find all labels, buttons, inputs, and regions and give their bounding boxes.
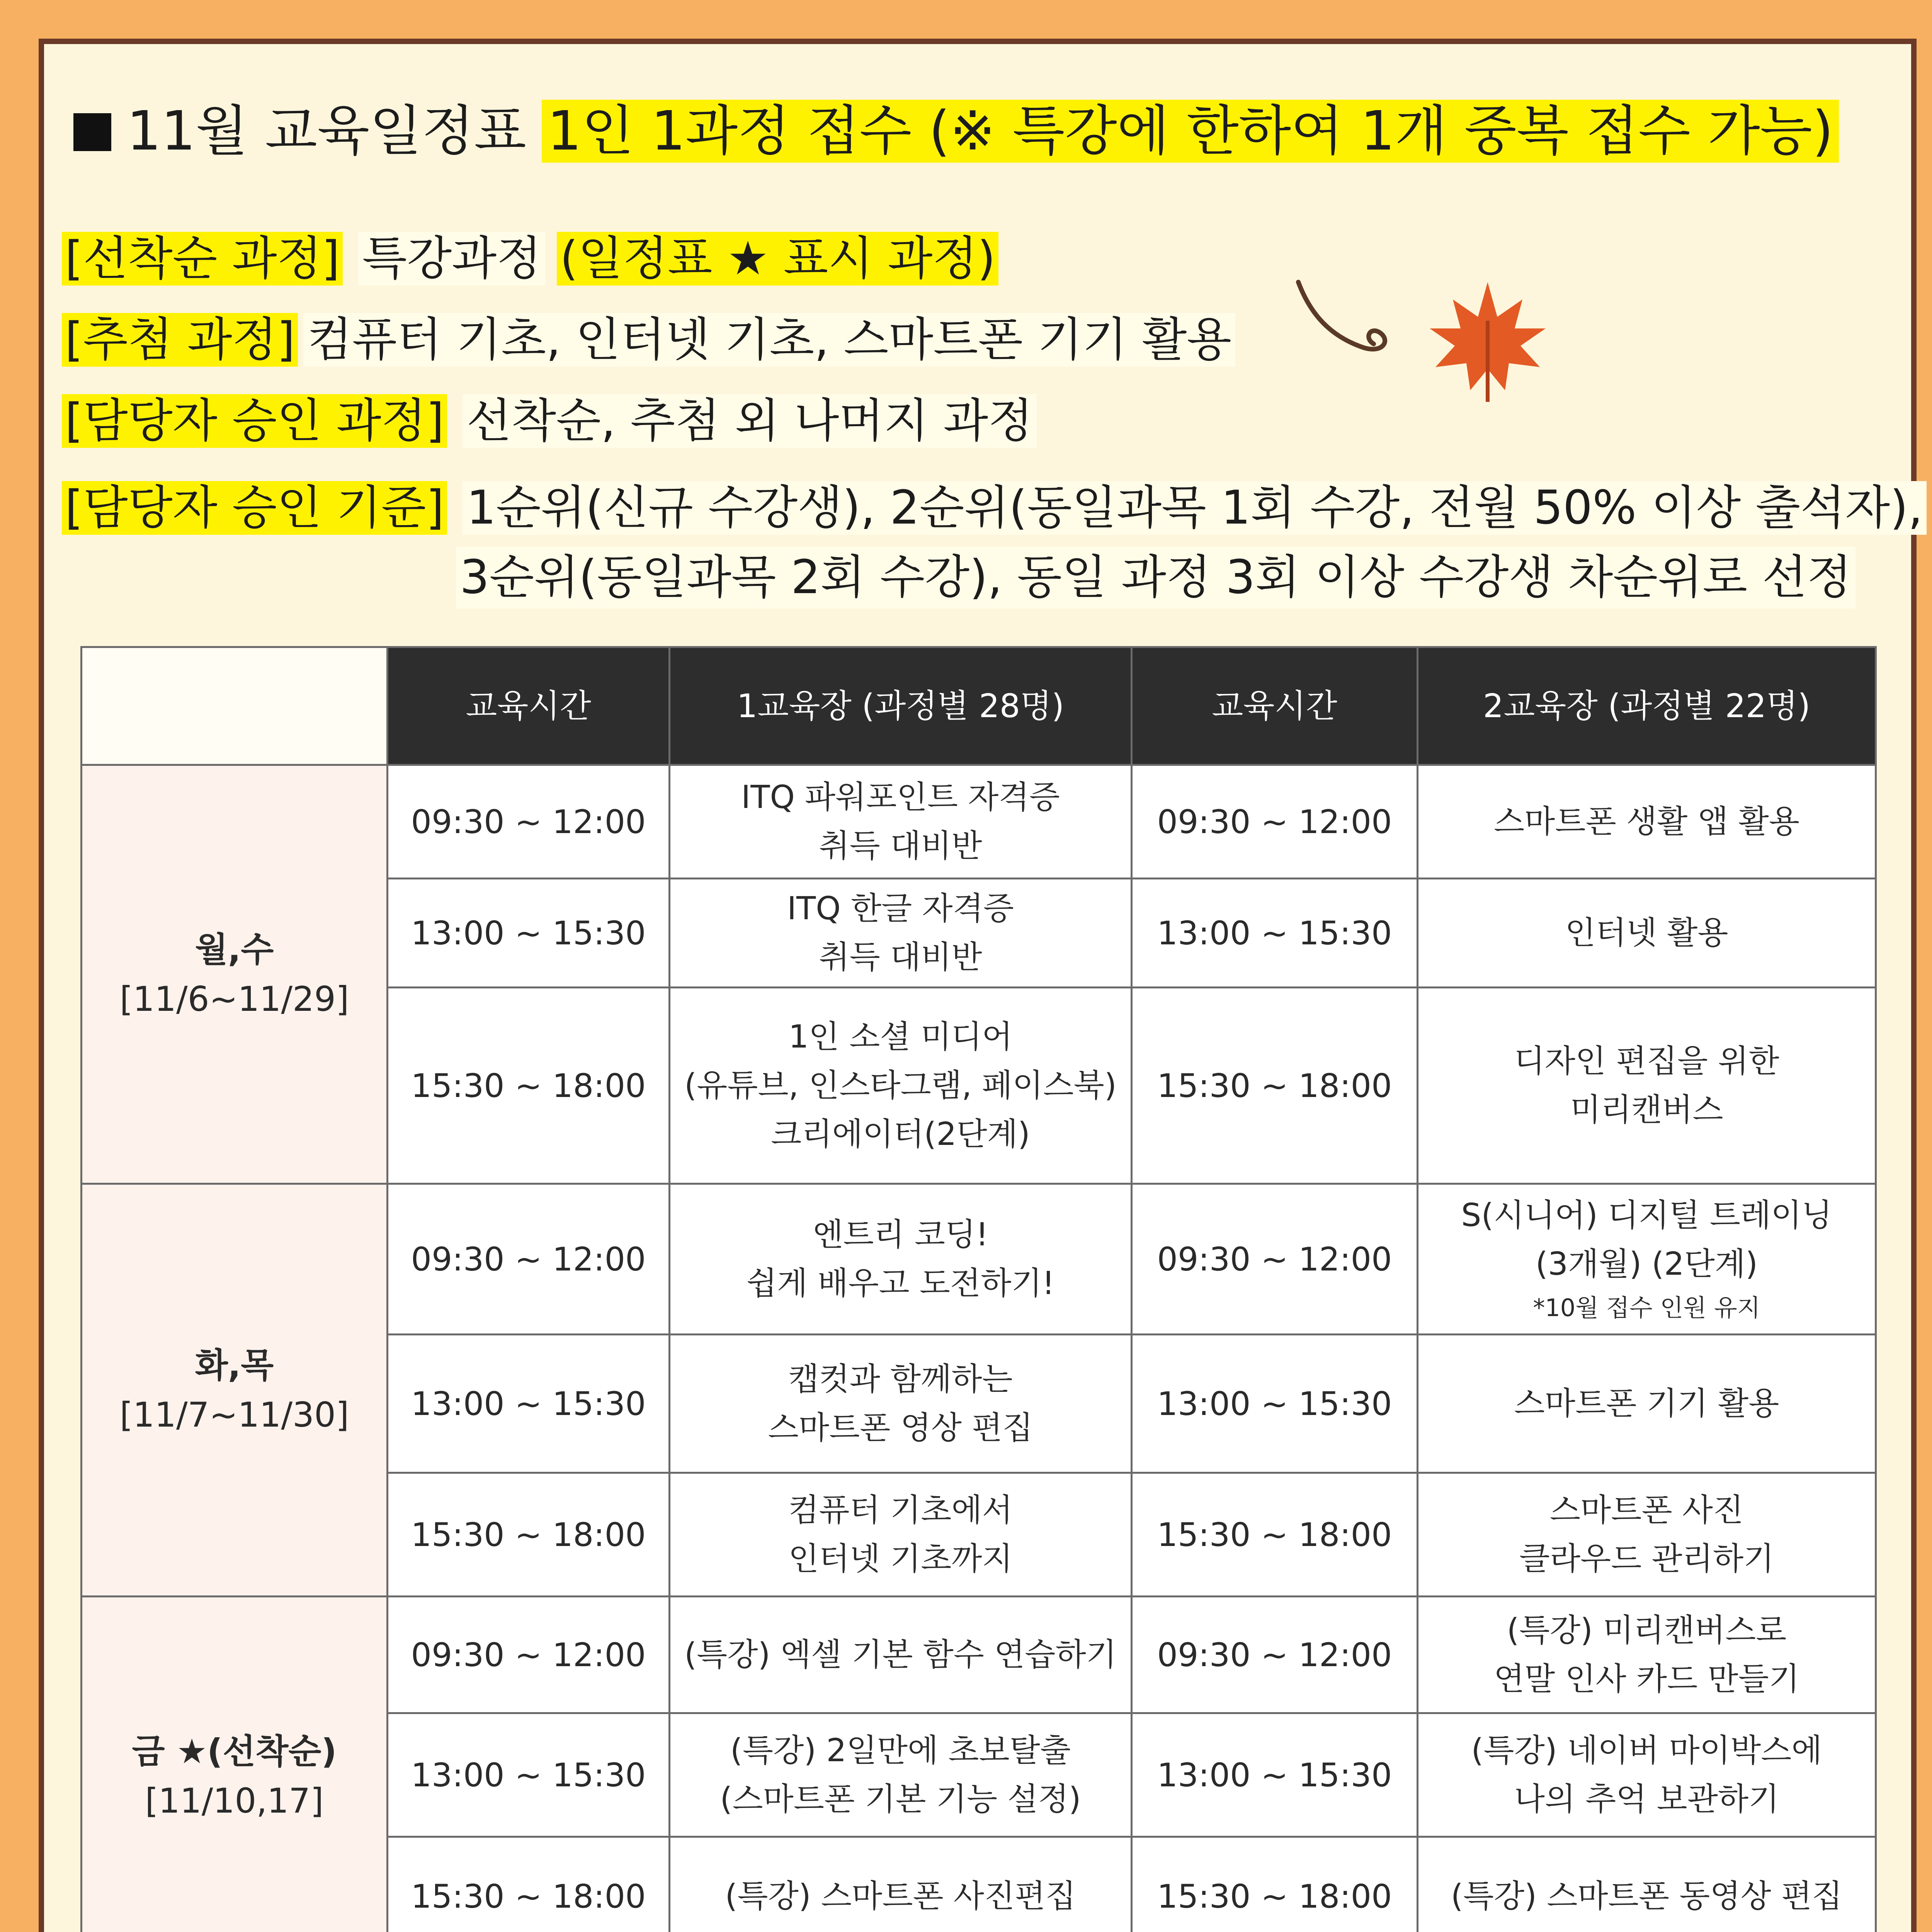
- course-cell: [670, 1713, 1132, 1837]
- table-header-row: [82, 647, 1876, 765]
- title-text: 11월 교육일정표: [127, 100, 527, 163]
- day-dates: [11/10,17]: [145, 1781, 324, 1821]
- time-cell: 13:00 ~ 15:30: [1132, 1335, 1418, 1473]
- course-line: (스마트폰 기본 기능 설정): [720, 1781, 1081, 1818]
- day-dates: [11/7~11/30]: [119, 1395, 349, 1435]
- course-line: 스마트폰 생활 앱 활용: [1493, 803, 1800, 840]
- maple-leaf-icon: [1287, 267, 1557, 406]
- course-line: 컴퓨터 기초에서: [788, 1492, 1013, 1529]
- course-line: (유튜브, 인스타그램, 페이스북): [684, 1067, 1117, 1104]
- course-line: ITQ 파워포인트 자격증: [741, 779, 1060, 816]
- day-cell: [82, 1184, 388, 1597]
- time-cell: 15:30 ~ 18:00: [1132, 1473, 1418, 1597]
- rule-approval: [62, 390, 1037, 452]
- time-cell: 15:30 ~ 18:00: [1132, 1837, 1418, 1932]
- course-line: 디자인 편집을 위한: [1514, 1043, 1779, 1080]
- course-cell: [670, 1837, 1132, 1932]
- rule-criteria: [62, 477, 1927, 539]
- course-note: *10월 접수 인원 유지: [1533, 1293, 1760, 1322]
- time-cell: 09:30 ~ 12:00: [1132, 1597, 1418, 1713]
- course-line: (특강) 엑셀 기본 함수 연습하기: [684, 1636, 1117, 1673]
- course-line: 엔트리 코딩!: [813, 1216, 988, 1253]
- header-room-1: 1교육장 (과정별 28명): [670, 647, 1132, 765]
- course-line: 취득 대비반: [819, 827, 982, 864]
- time-cell: 09:30 ~ 12:00: [1132, 1184, 1418, 1335]
- time-cell: 13:00 ~ 15:30: [388, 1335, 670, 1473]
- square-bullet-icon: [73, 113, 111, 151]
- notice-highlight: 1인 1과정 접수 (※ 특강에 한하여 1개 중복 접수 가능): [542, 100, 1839, 163]
- header-corner: [82, 647, 388, 765]
- course-cell: [1418, 1473, 1876, 1597]
- course-line: (특강) 네이버 마이박스에: [1471, 1732, 1822, 1769]
- rule-text: 1순위(신규 수강생), 2순위(동일과목 1회 수강, 전월 50% 이상 출석자),: [463, 481, 1927, 535]
- table-row: [82, 1184, 1876, 1335]
- schedule-table: [80, 646, 1877, 1932]
- table-row: [82, 765, 1876, 879]
- rule-text: 선착순, 추첨 외 나머지 과정: [463, 394, 1037, 448]
- course-cell: [1418, 1335, 1876, 1473]
- course-line: 클라우드 관리하기: [1519, 1540, 1774, 1577]
- course-line: S(시니어) 디지털 트레이닝: [1461, 1197, 1832, 1234]
- rule-text: 특강과정: [358, 232, 545, 286]
- header-time-2: 교육시간: [1132, 647, 1418, 765]
- time-cell: 15:30 ~ 18:00: [388, 1837, 670, 1932]
- table-row: [82, 1597, 1876, 1713]
- rule-lottery: [62, 309, 1235, 371]
- course-cell: [670, 1473, 1132, 1597]
- time-cell: 09:30 ~ 12:00: [1132, 765, 1418, 879]
- course-cell: [1418, 1837, 1876, 1932]
- time-cell: 13:00 ~ 15:30: [1132, 1713, 1418, 1837]
- course-cell: [670, 1184, 1132, 1335]
- time-cell: 09:30 ~ 12:00: [388, 765, 670, 879]
- course-line: 연말 인사 카드 만들기: [1493, 1660, 1800, 1697]
- course-line: ITQ 한글 자격증: [787, 890, 1014, 927]
- day-cell: [82, 1597, 388, 1932]
- course-cell: [1418, 1184, 1876, 1335]
- course-cell: [670, 1597, 1132, 1713]
- course-cell: [1418, 1713, 1876, 1837]
- time-cell: 13:00 ~ 15:30: [388, 879, 670, 988]
- header-room-2: 2교육장 (과정별 22명): [1418, 647, 1876, 765]
- course-cell: [670, 765, 1132, 879]
- time-cell: 09:30 ~ 12:00: [388, 1184, 670, 1335]
- time-cell: 15:30 ~ 18:00: [388, 1473, 670, 1597]
- course-cell: [1418, 879, 1876, 988]
- course-line: 미리캔버스: [1570, 1091, 1723, 1128]
- course-line: (특강) 스마트폰 동영상 편집: [1451, 1878, 1843, 1915]
- time-cell: 15:30 ~ 18:00: [1132, 988, 1418, 1184]
- day-name: 월,수: [195, 929, 274, 969]
- rule-label: [담당자 승인 기준]: [62, 481, 447, 535]
- course-line: 스마트폰 영상 편집: [768, 1409, 1033, 1446]
- day-name: 화,목: [195, 1345, 274, 1385]
- rule-label: [추첨 과정]: [62, 313, 298, 367]
- time-cell: 15:30 ~ 18:00: [388, 988, 670, 1184]
- course-line: (특강) 2일만에 초보탈출: [730, 1732, 1071, 1769]
- day-cell: [82, 765, 388, 1184]
- course-cell: [670, 1335, 1132, 1473]
- day-dates: [11/6~11/29]: [119, 979, 349, 1019]
- rule-text: 컴퓨터 기초, 인터넷 기초, 스마트폰 기기 활용: [303, 313, 1235, 367]
- course-line: 크리에이터(2단계): [771, 1116, 1030, 1153]
- time-cell: 13:00 ~ 15:30: [388, 1713, 670, 1837]
- page-title: [73, 93, 1839, 170]
- course-line: 캡컷과 함께하는: [788, 1361, 1013, 1398]
- course-line: (3개월) (2단계): [1535, 1245, 1758, 1282]
- course-line: (특강) 미리캔버스로: [1507, 1612, 1787, 1649]
- time-cell: 13:00 ~ 15:30: [1132, 879, 1418, 988]
- rule-label: [선착순 과정]: [62, 232, 343, 286]
- time-cell: 09:30 ~ 12:00: [388, 1597, 670, 1713]
- course-line: 1인 소셜 미디어: [788, 1018, 1013, 1055]
- course-line: 쉽게 배우고 도전하기!: [746, 1265, 1055, 1302]
- course-line: 취득 대비반: [819, 939, 982, 976]
- header-time-1: 교육시간: [388, 647, 670, 765]
- course-cell: [1418, 1597, 1876, 1713]
- course-cell: [670, 988, 1132, 1184]
- rule-note: (일정표 ★ 표시 과정): [557, 232, 998, 286]
- rule-label: [담당자 승인 과정]: [62, 394, 447, 448]
- course-cell: [1418, 765, 1876, 879]
- course-line: 스마트폰 사진: [1549, 1492, 1744, 1529]
- course-cell: [1418, 988, 1876, 1184]
- course-line: 인터넷 기초까지: [788, 1540, 1013, 1577]
- rule-first-come: [62, 228, 998, 290]
- course-line: 인터넷 활용: [1565, 914, 1728, 951]
- course-line: 스마트폰 기기 활용: [1514, 1385, 1779, 1422]
- course-line: (특강) 스마트폰 사진편집: [725, 1878, 1076, 1915]
- course-cell: [670, 879, 1132, 988]
- day-name: 금 ★(선착순): [132, 1731, 337, 1771]
- rule-criteria-continued: 3순위(동일과목 2회 수강), 동일 과정 3회 이상 수강생 차순위로 선정: [456, 547, 1855, 609]
- course-line: 나의 추억 보관하기: [1514, 1781, 1779, 1818]
